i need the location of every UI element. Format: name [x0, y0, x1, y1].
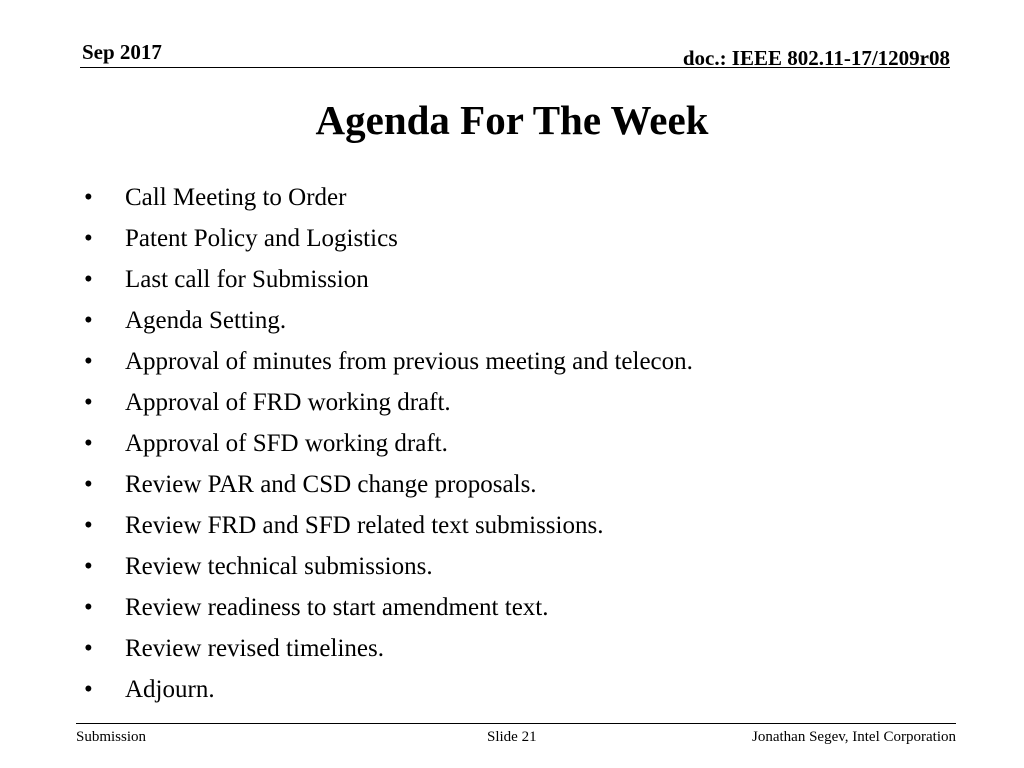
agenda-item: [84, 546, 964, 587]
agenda-item: [84, 464, 964, 505]
footer-submission: Submission: [76, 729, 147, 745]
agenda-item-text: Agenda Setting.: [125, 307, 287, 334]
agenda-item: [84, 382, 964, 423]
agenda-item: [84, 259, 964, 300]
agenda-item-text: Review FRD and SFD related text submissions.: [125, 512, 604, 539]
agenda-item: [84, 628, 964, 669]
agenda-item-text: Review revised timelines.: [125, 635, 384, 662]
agenda-item-text: Approval of FRD working draft.: [125, 389, 451, 416]
document-id: doc.: IEEE 802.11-17/1209r08: [682, 46, 950, 70]
footer-author: Jonathan Segev, Intel Corporation: [752, 729, 956, 745]
bullet-icon: •: [84, 184, 93, 211]
bullet-icon: •: [84, 266, 93, 293]
bullet-icon: •: [84, 512, 93, 539]
agenda-item: [84, 669, 964, 710]
agenda-item-text: Approval of minutes from previous meeting and telecon.: [125, 348, 693, 375]
bullet-icon: •: [84, 676, 93, 703]
bullet-icon: •: [84, 471, 93, 498]
agenda-item: [84, 341, 964, 382]
agenda-item-text: Call Meeting to Order: [125, 184, 347, 211]
bullet-icon: •: [84, 389, 93, 416]
agenda-item: [84, 587, 964, 628]
agenda-list: [84, 177, 964, 710]
agenda-item: [84, 218, 964, 259]
bullet-icon: •: [84, 225, 93, 252]
bullet-icon: •: [84, 307, 93, 334]
agenda-item-text: Last call for Submission: [125, 266, 369, 293]
agenda-item: [84, 423, 964, 464]
bullet-icon: •: [84, 348, 93, 375]
bullet-icon: •: [84, 594, 93, 621]
agenda-item-text: Review technical submissions.: [125, 553, 433, 580]
agenda-item: [84, 505, 964, 546]
header-divider: [80, 67, 950, 68]
agenda-item: [84, 300, 964, 341]
bullet-icon: •: [84, 430, 93, 457]
bullet-icon: •: [84, 553, 93, 580]
bullet-icon: •: [84, 635, 93, 662]
slide-number: Slide 21: [487, 729, 537, 745]
agenda-item: [84, 177, 964, 218]
footer-divider: [76, 723, 956, 724]
agenda-item-text: Patent Policy and Logistics: [125, 225, 398, 252]
agenda-item-text: Approval of SFD working draft.: [125, 430, 448, 457]
agenda-item-text: Review PAR and CSD change proposals.: [125, 471, 537, 498]
agenda-item-text: Review readiness to start amendment text.: [125, 594, 549, 621]
slide-title: Agenda For The Week: [315, 97, 709, 143]
header-date: Sep 2017: [82, 40, 162, 64]
agenda-item-text: Adjourn.: [125, 676, 215, 703]
